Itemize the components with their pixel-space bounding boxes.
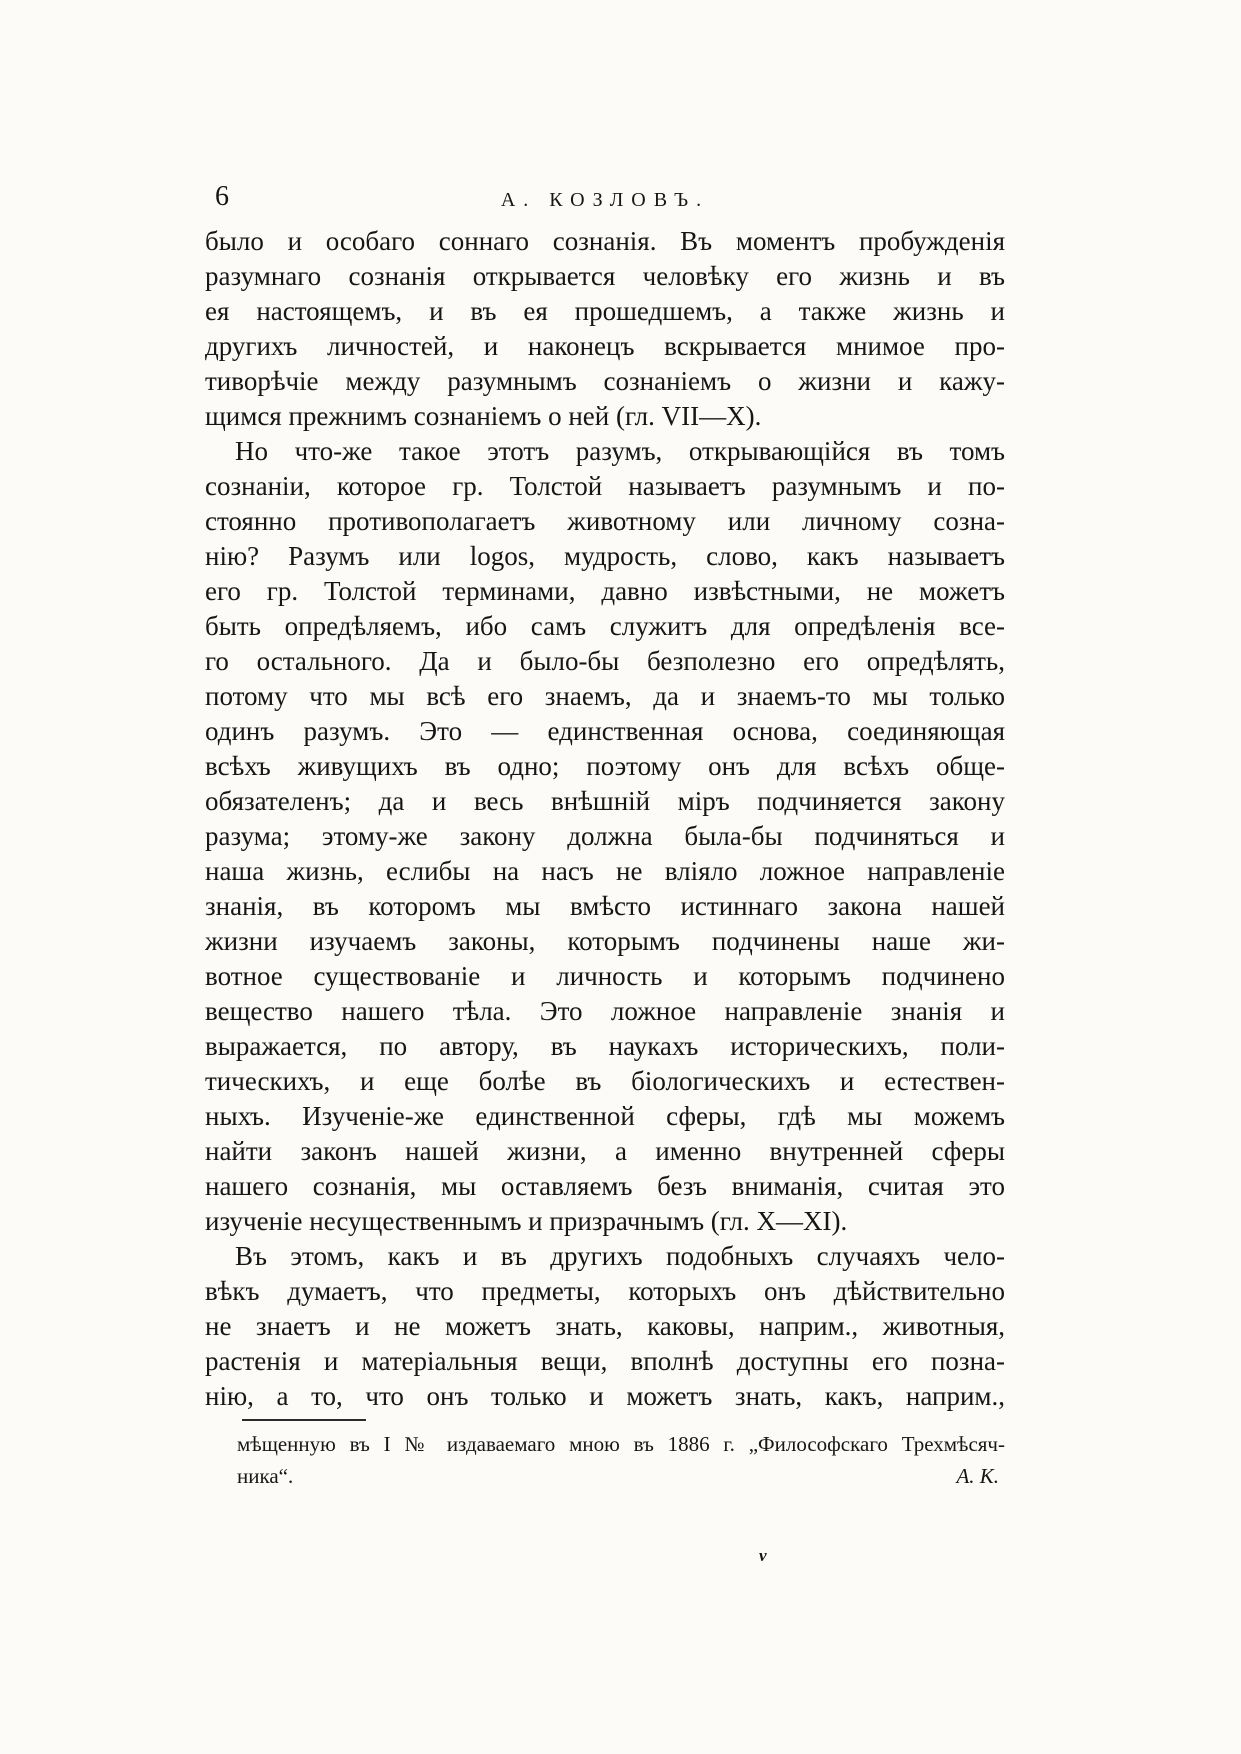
page-header (205, 182, 1005, 216)
text-line: одинъ разумъ. Это — единственная основа, соединяющая (205, 716, 1005, 746)
text-line: тическихъ, и еще болѣе въ біологическихъ и естествен- (205, 1066, 1005, 1096)
text-line: нію, а то, что онъ только и можетъ знать, какъ, наприм., (205, 1381, 1005, 1411)
text-line: всѣхъ живущихъ въ одно; поэтому онъ для всѣхъ обще- (205, 751, 1005, 781)
text-line: быть опредѣляемъ, ибо самъ служитъ для опредѣленія все- (205, 611, 1005, 641)
text-line: разума; этому-же закону должна была-бы подчиняться и (205, 821, 1005, 851)
text-line: стоянно противополагаетъ животному или личному созна- (205, 506, 1005, 536)
text-line: вещество нашего тѣла. Это ложное направленіе знанія и (205, 996, 1005, 1026)
text-line: жизни изучаемъ законы, которымъ подчинены наше жи- (205, 926, 1005, 956)
paragraph (205, 224, 1005, 434)
text-line: сознаніи, которое гр. Толстой называетъ разумнымъ и по- (205, 471, 1005, 501)
footnote-separator (242, 1419, 366, 1421)
footnote (237, 1428, 1005, 1492)
text-line: щимся прежнимъ сознаніемъ о ней (гл. VII—X). (205, 401, 762, 431)
text-line: разумнаго сознанія открывается человѣку его жизнь и въ (205, 261, 1005, 291)
running-title: А. КОЗЛОВЪ. (500, 189, 710, 211)
paragraph (205, 434, 1005, 1239)
text-line: Но что-же такое этотъ разумъ, открывающійся въ томъ (235, 436, 1005, 466)
text-line: тиворѣчіе между разумнымъ сознаніемъ о жизни и кажу- (205, 366, 1005, 396)
footnote-last-line (237, 1460, 1005, 1492)
text-line: растенія и матеріальныя вещи, вполнѣ доступны его позна- (205, 1346, 1005, 1376)
text-line: вѣкъ думаетъ, что предметы, которыхъ онъ дѣйствительно (205, 1276, 1005, 1306)
footnote-line: мѣщенную въ I № издаваемаго мною въ 1886 г. „Философскаго Трехмѣсяч- (237, 1432, 1005, 1456)
text-line: знанія, въ которомъ мы вмѣсто истиннаго закона нашей (205, 891, 1005, 921)
body-text (205, 224, 1005, 1414)
text-line: не знаетъ и не можетъ знать, каковы, наприм., животныя, (205, 1311, 1005, 1341)
text-line: потому что мы всѣ его знаемъ, да и знаемъ-то мы только (205, 681, 1005, 711)
paragraph (205, 1239, 1005, 1414)
text-line: ныхъ. Изученіе-же единственной сферы, гдѣ мы можемъ (205, 1101, 1005, 1131)
text-line: его гр. Толстой терминами, давно извѣстными, не можетъ (205, 576, 1005, 606)
page-number: 6 (215, 181, 229, 212)
text-line: обязателенъ; да и весь внѣшній міръ подчиняется закону (205, 786, 1005, 816)
text-line: найти законъ нашей жизни, а именно внутренней сферы (205, 1136, 1005, 1166)
text-line: го остального. Да и было-бы безполезно его опредѣлять, (205, 646, 1005, 676)
text-line: вотное существованіе и личность и которымъ подчинено (205, 961, 1005, 991)
press-signature-mark: v (759, 1546, 767, 1565)
text-line: Въ этомъ, какъ и въ другихъ подобныхъ случаяхъ чело- (235, 1241, 1005, 1271)
text-line: наша жизнь, еслибы на насъ не вліяло ложное направленіе (205, 856, 1005, 886)
text-line: было и особаго соннаго сознанія. Въ моментъ пробужденія (205, 226, 1005, 256)
text-line: другихъ личностей, и наконецъ вскрывается мнимое про- (205, 331, 1005, 361)
footnote-line: ника“. (237, 1464, 294, 1488)
text-line: изученіе несущественнымъ и призрачнымъ (гл. X—XI). (205, 1206, 848, 1236)
text-line: выражается, по автору, въ наукахъ историческихъ, поли- (205, 1031, 1005, 1061)
text-line: нію? Разумъ или logos, мудрость, слово, какъ называетъ (205, 541, 1005, 571)
text-line: нашего сознанія, мы оставляемъ безъ вниманія, считая это (205, 1171, 1005, 1201)
footnote-signature: А. К. (956, 1464, 999, 1488)
text-line: ея настоящемъ, и въ ея прошедшемъ, а также жизнь и (205, 296, 1005, 326)
